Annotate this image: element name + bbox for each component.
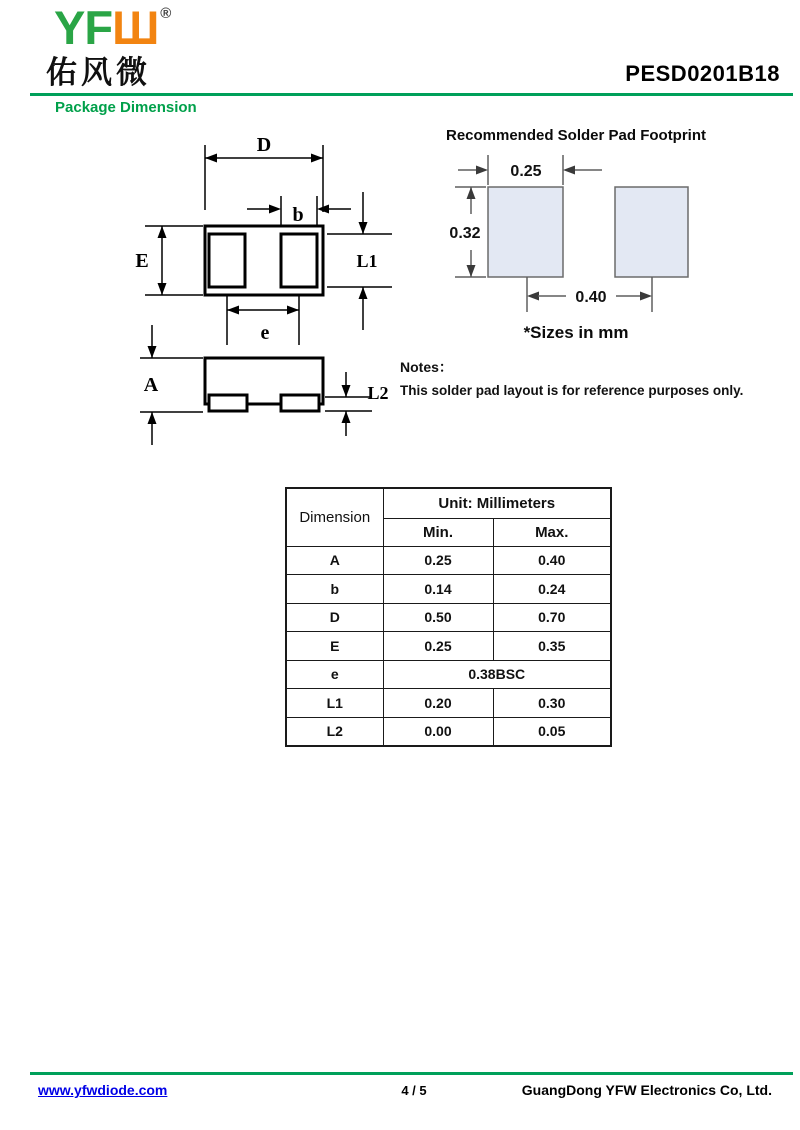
dimension-E — [135, 226, 203, 295]
column-header-unit: Unit: Millimeters — [383, 488, 611, 518]
column-header-dimension: Dimension — [286, 488, 383, 546]
cell-min: 0.20 — [383, 689, 493, 718]
website-link[interactable]: www.yfwdiode.com — [38, 1082, 168, 1098]
section-title: Package Dimension — [55, 99, 197, 116]
cell-span-value: 0.38BSC — [383, 660, 611, 689]
cell-max: 0.24 — [493, 575, 611, 604]
header-divider — [30, 93, 793, 96]
footer-divider — [30, 1072, 793, 1075]
column-header-max: Max. — [493, 518, 611, 546]
cell-max: 0.35 — [493, 632, 611, 661]
logo-text-mark: Ш — [112, 1, 159, 54]
registered-trademark-icon: ® — [160, 5, 172, 22]
table-row — [286, 717, 611, 746]
table-row — [286, 546, 611, 575]
logo-text-yf: YF — [54, 1, 113, 54]
cell-min: 0.25 — [383, 632, 493, 661]
cell-dim: E — [286, 632, 383, 661]
table-row — [286, 632, 611, 661]
dim-label-e: e — [260, 322, 270, 344]
dimension-b — [247, 196, 351, 227]
dim-label-b: b — [292, 204, 304, 226]
footprint-title: Recommended Solder Pad Footprint — [445, 127, 707, 144]
sizes-in-mm-note: *Sizes in mm — [523, 323, 629, 342]
cell-min: 0.50 — [383, 603, 493, 632]
company-name: GuangDong YFW Electronics Co, Ltd. — [521, 1082, 772, 1098]
product-code: PESD0201B18 — [625, 61, 780, 86]
footprint-pads — [488, 187, 688, 277]
cell-dim: b — [286, 575, 383, 604]
cell-dim: L1 — [286, 689, 383, 718]
logo-chinese-name: 佑风微 — [46, 55, 151, 90]
table-row — [286, 575, 611, 604]
dim-value-pad-pitch: 0.40 — [575, 289, 607, 306]
dimension-pad-height — [449, 187, 486, 277]
dimension-pad-pitch — [527, 277, 652, 312]
cell-dim: A — [286, 546, 383, 575]
dim-value-pad-width: 0.25 — [510, 163, 542, 180]
dimension-L1 — [327, 192, 392, 330]
cell-max: 0.05 — [493, 717, 611, 746]
notes-heading: Notes： — [400, 359, 453, 375]
cell-dim: D — [286, 603, 383, 632]
table-header-row-1 — [286, 488, 611, 518]
table-row — [286, 689, 611, 718]
cell-max: 0.70 — [493, 603, 611, 632]
dim-label-A: A — [143, 374, 159, 396]
dimension-pad-width — [458, 155, 602, 185]
solder-pad-footprint-drawing — [430, 150, 722, 320]
dimension-table — [285, 487, 612, 747]
dim-label-E: E — [135, 250, 149, 272]
cell-max: 0.30 — [493, 689, 611, 718]
dim-label-D: D — [256, 134, 272, 156]
dimension-D — [205, 134, 323, 212]
dim-label-L1: L1 — [356, 251, 378, 271]
dimension-L2 — [325, 372, 389, 436]
page-number: 4 / 5 — [401, 1083, 427, 1098]
package-top-view — [205, 226, 323, 295]
yfw-logo — [54, 1, 172, 54]
cell-max: 0.40 — [493, 546, 611, 575]
dimension-A — [140, 325, 203, 445]
package-outline-drawing — [120, 125, 400, 470]
cell-dim: L2 — [286, 717, 383, 746]
dim-label-L2: L2 — [367, 383, 389, 403]
cell-dim: e — [286, 660, 383, 689]
dim-value-pad-height: 0.32 — [449, 225, 481, 242]
notes-text: This solder pad layout is for reference purposes only. — [400, 383, 744, 398]
package-side-view — [205, 358, 323, 411]
table-row — [286, 660, 611, 689]
cell-min: 0.25 — [383, 546, 493, 575]
table-row — [286, 603, 611, 632]
dimension-e — [227, 295, 299, 345]
cell-min: 0.00 — [383, 717, 493, 746]
column-header-min: Min. — [383, 518, 493, 546]
cell-min: 0.14 — [383, 575, 493, 604]
